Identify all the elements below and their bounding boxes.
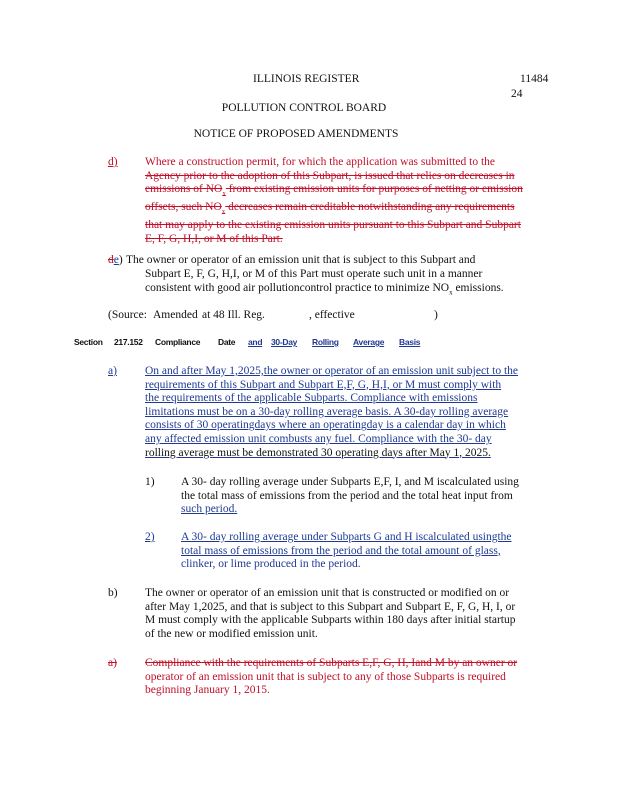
- para-a-new-line1: On and after May 1,2025,the owner or operator of an emission unit subject to the: [145, 365, 519, 377]
- para-de-line3b: emissions.: [452, 282, 504, 294]
- para-d-line2: Agency prior to the adoption of this Subpart, is issued that relies on decreases in: [145, 169, 515, 182]
- section-number: 217.152: [114, 337, 143, 347]
- para-d-line4a: offsets, such NO: [145, 201, 222, 214]
- board-title: POLLUTION CONTROL BOARD: [221, 102, 387, 114]
- item-2-line3: clinker, or lime produced in the period.: [181, 558, 361, 571]
- source-effective: , effective: [309, 309, 355, 321]
- para-d-line6: E, F, G, H,I, or M of this Part.: [145, 232, 283, 245]
- register-title: ILLINOIS REGISTER: [253, 73, 360, 85]
- para-b-line4: of the new or modified emission unit.: [145, 627, 318, 640]
- para-de-label: [108, 254, 123, 266]
- para-d-line4b: decreases remain creditable notwithstanding any requirements: [225, 201, 515, 214]
- item-2-line2: total mass of emissions from the period and the total amount of glass,: [181, 544, 501, 557]
- para-d-line4: [145, 201, 540, 219]
- para-a-old-line3: beginning January 1, 2015.: [145, 684, 270, 697]
- para-a-new-text: [145, 365, 540, 460]
- para-b-label: b): [108, 587, 118, 599]
- para-b-text: [145, 587, 540, 641]
- source-open: (Source:: [108, 309, 147, 321]
- item-2-label: 2): [145, 531, 155, 543]
- item-1-line2: the total mass of emissions from the period and the total heat input from: [181, 489, 513, 502]
- notice-title: NOTICE OF PROPOSED AMENDMENTS: [193, 128, 399, 140]
- para-d-text: [145, 156, 540, 246]
- para-d-line3b: from existing emission units for purposes of netting or emission: [225, 183, 523, 196]
- para-de-label-paren: ): [118, 254, 123, 266]
- para-a-new-line4: limitations must be on a 30-day rolling average basis. A 30-day rolling average: [145, 405, 509, 418]
- para-de-label-inserted: e: [113, 254, 119, 266]
- item-1-text: [181, 476, 541, 517]
- source-reg: at 48 Ill. Reg.: [202, 309, 265, 321]
- para-de-line1: The owner or operator of an emission unit that is subject to this Subpart and: [126, 254, 476, 266]
- para-a-new-label: a): [108, 365, 117, 377]
- para-d-line1: Where a construction permit, for which the application was submitted to the: [145, 156, 496, 168]
- section-label: Section: [74, 337, 103, 347]
- section-and: and: [248, 337, 263, 347]
- para-de-line2: Subpart E, F, G, H,I, or M of this Part must operate such unit in a manner: [145, 268, 483, 280]
- source-amended: Amended: [153, 309, 198, 321]
- para-a-new-line7: rolling average must be demonstrated 30 operating days after May 1, 2025.: [145, 446, 491, 459]
- para-a-old-text: [145, 657, 540, 698]
- item-1-line1: A 30- day rolling average under Subparts E,F, I, and M iscalculated using: [181, 476, 519, 488]
- para-d-label: d): [108, 156, 118, 168]
- para-a-new-line2: requirements of this Subpart and Subpart E,F, G, H,I, or M must comply with: [145, 378, 502, 391]
- para-de-line3a: consistent with good air pollutioncontrol practice to minimize NO: [145, 282, 450, 294]
- item-2-text: [181, 531, 541, 572]
- para-a-new-line5: consists of 30 operatingdays where an operatingday is a calendar day in which: [145, 419, 506, 432]
- section-basis: Basis: [399, 337, 421, 347]
- item-2-line1: A 30- day rolling average under Subparts G and H iscalculated usingthe: [181, 531, 512, 543]
- para-b-line1: The owner or operator of an emission unit that is constructed or modified on or: [145, 587, 510, 599]
- para-a-old-line2: operator of an emission unit that is subject to any of those Subparts is required: [145, 670, 506, 683]
- para-a-new-line3: the requirements of the applicable Subparts. Compliance with emissions: [145, 392, 478, 405]
- section-30day: 30-Day: [271, 337, 298, 347]
- para-d-sub-x1: x: [222, 189, 226, 198]
- para-b-line3: M must comply with the applicable Subparts within 180 days after initial startup: [145, 614, 516, 627]
- item-1-label: 1): [145, 476, 155, 488]
- para-a-new-line6: any affected emission unit combusts any fuel. Compliance with the 30- day: [145, 432, 492, 445]
- section-compliance: Compliance: [155, 337, 201, 347]
- section-date: Date: [218, 337, 236, 347]
- para-a-old-line1: Compliance with the requirements of Subparts E,F, G, H, Iand M by an owner or: [145, 657, 518, 669]
- source-close: ): [434, 309, 438, 321]
- para-d-line5: that may apply to the existing emission units pursuant to this Subpart and Subpart: [145, 218, 521, 231]
- para-a-old-label: a): [108, 657, 117, 669]
- issue-number: 24: [511, 88, 523, 100]
- page-number: 11484: [520, 73, 549, 85]
- section-average: Average: [353, 337, 385, 347]
- section-rolling: Rolling: [312, 337, 339, 347]
- para-b-line2: after May 1,2025, and that is subject to this Subpart and Subpart E, F, G, H, I, or: [145, 600, 516, 613]
- para-de-line3: [145, 282, 504, 296]
- para-d-sub-x2: x: [221, 207, 226, 216]
- para-d-line3a: emissions of NO: [145, 183, 223, 196]
- item-1-line3: such period.: [181, 503, 238, 516]
- para-d-line3: [145, 183, 540, 201]
- para-de-label-deleted: d: [108, 254, 114, 266]
- para-de-sub-x: x: [449, 288, 453, 297]
